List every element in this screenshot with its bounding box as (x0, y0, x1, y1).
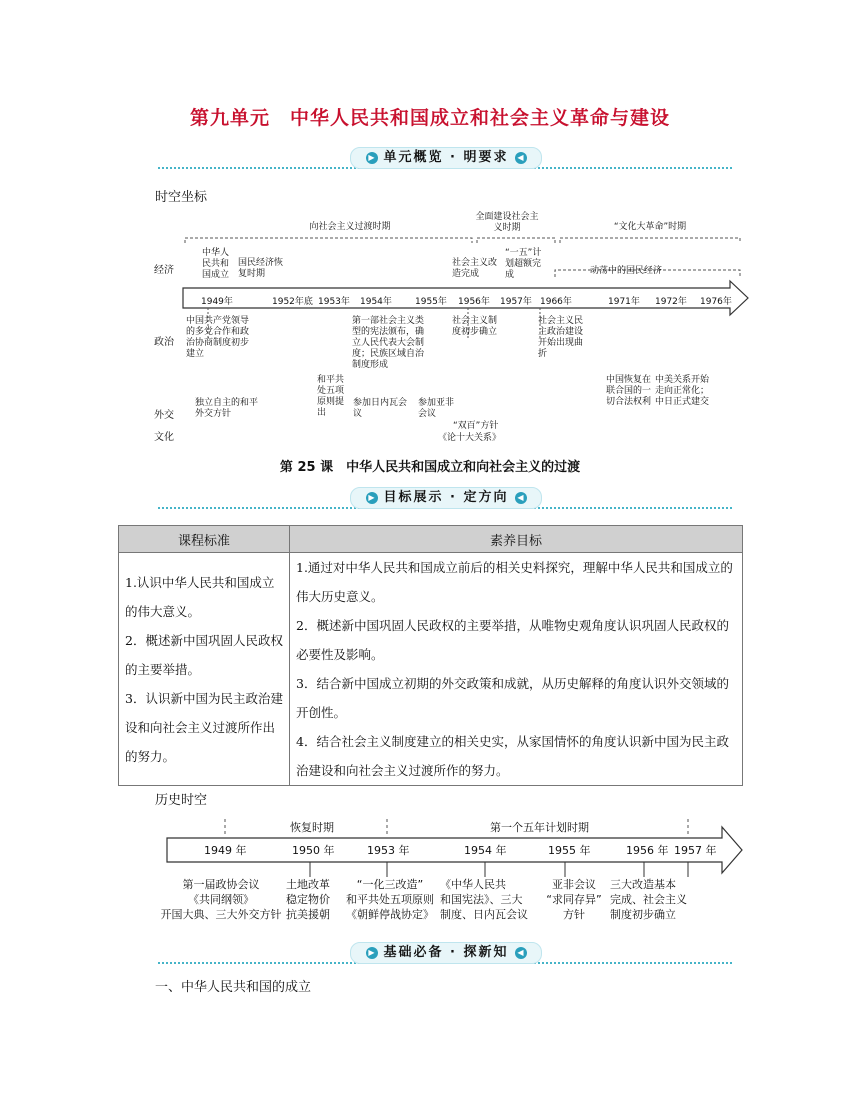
period-fyp: 第一个五年计划时期 (490, 821, 589, 834)
literacy-item: 4．结合社会主义制度建立的相关史实，从家国情怀的角度认识新中国为民主政治建设和向社会主义过渡所作的努力。 (296, 734, 729, 778)
econ-turmoil: 动荡中的国民经济 (590, 266, 663, 276)
left-arrow-icon: ◀ (515, 492, 527, 504)
lesson-title: 第 25 课 中华人民共和国成立和向社会主义的过渡 (279, 460, 581, 475)
event-line: 和国宪法》、三大 (440, 893, 523, 906)
overview-banner-label: 单元概览 · 明要求 (383, 150, 509, 165)
left-arrow-icon: ◀ (515, 947, 527, 959)
basics-banner (158, 939, 732, 965)
event-line: 第一届政协会议 (182, 878, 260, 891)
events-1949 (155, 877, 287, 922)
row-politics: 政治 (154, 337, 174, 348)
dip-us: 中美关系开始走向正常化；中日正式建交 (655, 375, 710, 407)
period-cultural: “文化大革命”时期 (613, 222, 687, 232)
period-recovery: 恢复时期 (290, 821, 334, 834)
events-1956 (610, 877, 706, 922)
standard-item: 2．概述新中国巩固人民政权的主要举措。 (125, 632, 283, 677)
section-one-heading: 一、中华人民共和国的成立 (155, 980, 312, 995)
event-line: 制度、日内瓦会议 (440, 908, 528, 921)
dip-bandung: 参加亚非会议 (418, 398, 455, 419)
row-diplomacy: 外交 (154, 410, 174, 421)
event-line: “求同存异” (546, 893, 602, 906)
left-arrow-icon: ◀ (515, 152, 527, 164)
pol-constitution: 第一部社会主义类型的宪法颁布，确立人民代表大会制度；民族区域自治制度形成 (352, 316, 425, 370)
year-label: 1956 年 (626, 844, 669, 857)
econ-prc-founded: 中华人民共和国成立 (202, 248, 230, 280)
year-label: 1949年 (201, 297, 233, 307)
dip-five-principles: 和平共处五项原则提出 (317, 375, 345, 418)
event-line: 《朝鲜停战协定》 (346, 908, 434, 921)
year-label: 1966年 (540, 297, 572, 307)
events-1954 (440, 877, 536, 922)
year-label: 1949 年 (204, 844, 247, 857)
event-line: 《共同纲领》 (188, 893, 254, 906)
right-arrow-icon: ▶ (366, 492, 378, 504)
overview-banner (158, 144, 732, 170)
year-label: 1956年 (458, 297, 490, 307)
pol-socialist-system: 社会主义制度初步确立 (452, 316, 498, 337)
event-line: 开国大典、三大外交方针 (160, 908, 282, 921)
year-label: 1957 年 (674, 844, 717, 857)
year-label: 1971年 (608, 297, 640, 307)
year-label: 1972年 (655, 297, 687, 307)
event-line: 《中华人民共 (440, 878, 506, 891)
year-label: 1953年 (318, 297, 350, 307)
literacy-item: 2．概述新中国巩固人民政权的主要举措，从唯物史观角度认识巩固人民政权的必要性及影响。 (296, 618, 729, 662)
history-label: 历史时空 (155, 793, 208, 808)
events-1953 (340, 877, 440, 922)
row-economy: 经济 (154, 265, 174, 276)
events-1955 (540, 877, 608, 922)
year-label: 1955年 (415, 297, 447, 307)
year-label: 1955 年 (548, 844, 591, 857)
event-line: 方针 (563, 908, 585, 921)
econ-recovery: 国民经济恢复时期 (238, 258, 284, 279)
basics-banner-label: 基础必备 · 探新知 (383, 945, 509, 960)
event-line: 制度初步确立 (610, 908, 676, 921)
right-arrow-icon: ▶ (366, 152, 378, 164)
standard-item: 1.认识中华人民共和国成立的伟大意义。 (125, 574, 275, 619)
culture-shuangbai: “双百”方针 (453, 421, 499, 431)
year-label: 1976年 (700, 297, 732, 307)
goals-banner-label: 目标展示 · 定方向 (383, 490, 509, 505)
year-label: 1952年底 (272, 297, 313, 307)
events-1950 (286, 877, 340, 922)
event-line: 稳定物价 (286, 893, 330, 906)
literacy-item: 3．结合新中国成立初期的外交政策和成就，从历史解释的角度认识外交领域的开创性。 (296, 676, 729, 720)
right-arrow-icon: ▶ (366, 947, 378, 959)
standards-cell (119, 553, 290, 786)
event-line: 亚非会议 (552, 878, 596, 891)
dip-independent: 独立自主的和平外交方针 (195, 398, 259, 419)
literacy-cell (290, 553, 743, 786)
culture-ten-relations: 《论十大关系》 (438, 433, 502, 443)
goals-banner (158, 484, 732, 510)
unit-title: 第九单元 中华人民共和国成立和社会主义革命与建设 (189, 107, 670, 129)
econ-socialist-done: 社会主义改造完成 (452, 258, 498, 279)
event-line: 抗美援朝 (286, 908, 330, 921)
header-standards: 课程标准 (119, 526, 290, 553)
period-transition: 向社会主义过渡时期 (309, 222, 391, 232)
coordinates-label: 时空坐标 (155, 190, 208, 205)
dip-un: 中国恢复在联合国的一切合法权利 (606, 375, 652, 407)
year-label: 1950 年 (292, 844, 335, 857)
event-line: 三大改造基本 (610, 878, 676, 891)
year-label: 1954 年 (464, 844, 507, 857)
header-literacy: 素养目标 (290, 526, 743, 553)
year-label: 1954年 (360, 297, 392, 307)
event-line: “一化三改造” (356, 878, 424, 891)
row-culture: 文化 (154, 432, 174, 443)
literacy-item: 1.通过对中华人民共和国成立前后的相关史料探究，理解中华人民共和国成立的伟大历史意义。 (296, 560, 733, 604)
dip-geneva: 参加日内瓦会议 (353, 398, 408, 419)
event-line: 完成、社会主义 (610, 893, 687, 906)
pol-cpc: 中国共产党领导的多党合作和政治协商制度初步建立 (186, 316, 250, 359)
event-line: 和平共处五项原则 (346, 893, 434, 906)
pol-democracy: 社会主义民主政治建设开始出现曲折 (538, 316, 584, 359)
standard-item: 3．认识新中国为民主政治建设和向社会主义过渡所作出的努力。 (125, 690, 283, 764)
year-label: 1957年 (500, 297, 532, 307)
year-label: 1953 年 (367, 844, 410, 857)
goals-table (118, 525, 743, 786)
econ-fyp1: “一五”计划超额完成 (505, 248, 542, 280)
event-line: 土地改革 (286, 878, 330, 891)
period-full-build: 全面建设社会主义时期 (475, 212, 539, 233)
